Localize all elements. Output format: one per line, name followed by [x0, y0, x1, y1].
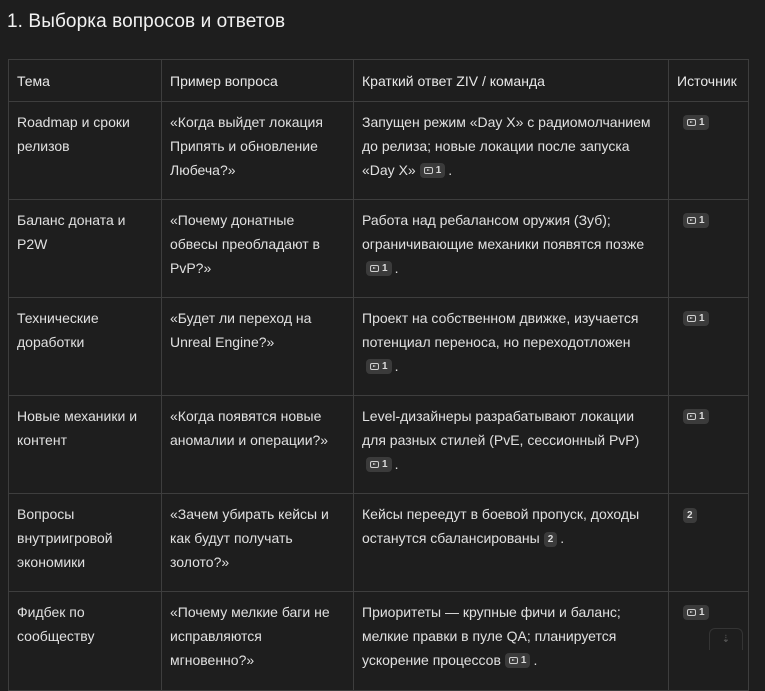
- cell-source: [669, 298, 749, 396]
- trailing-period: .: [394, 358, 399, 374]
- cell-source: [669, 102, 749, 200]
- citation-count: 2: [687, 510, 693, 521]
- trailing-period: .: [560, 530, 565, 546]
- column-header-question: Пример вопроса: [162, 60, 354, 102]
- cell-topic: Фидбек по сообществу: [9, 592, 162, 691]
- video-icon: [370, 461, 379, 468]
- cell-topic: Технические доработки: [9, 298, 162, 396]
- citation-count: 1: [382, 459, 388, 470]
- citation-badge[interactable]: [505, 653, 531, 668]
- video-icon: [370, 363, 379, 370]
- citation-count: 1: [699, 313, 705, 324]
- cell-topic: Баланс доната и P2W: [9, 200, 162, 298]
- citation-badge[interactable]: [683, 605, 709, 620]
- cell-question: «Когда выйдет локация Припять и обновление Любеча?»: [162, 102, 354, 200]
- citation-count: 1: [699, 607, 705, 618]
- citation-count: 1: [382, 361, 388, 372]
- cell-source: [669, 200, 749, 298]
- citation-count: 2: [547, 534, 554, 545]
- column-header-topic: Тема: [9, 60, 162, 102]
- qa-table: [8, 59, 749, 691]
- table-row: [9, 200, 749, 298]
- cell-question: «Почему донатные обвесы преобладают в PvP?»: [162, 200, 354, 298]
- citation-badge[interactable]: [683, 115, 709, 130]
- scroll-down-button[interactable]: [709, 628, 743, 650]
- citation-badge[interactable]: [420, 163, 446, 178]
- cell-answer: [354, 592, 669, 691]
- cell-source: [669, 494, 749, 592]
- cell-question: «Будет ли переход на Unreal Engine?»: [162, 298, 354, 396]
- table-row: [9, 592, 749, 691]
- cell-topic: Новые механики и контент: [9, 396, 162, 494]
- citation-badge[interactable]: [683, 409, 709, 424]
- video-icon: [687, 609, 696, 616]
- table-row: [9, 396, 749, 494]
- cell-answer: [354, 396, 669, 494]
- cell-source: [669, 396, 749, 494]
- section-heading: 1. Выборка вопросов и ответов: [7, 11, 286, 32]
- citation-count: 1: [699, 215, 705, 226]
- citation-badge[interactable]: [366, 457, 392, 472]
- video-icon: [687, 119, 696, 126]
- table-row: [9, 494, 749, 592]
- citation-badge[interactable]: [683, 311, 709, 326]
- column-header-answer: Краткий ответ ZIV / команда: [354, 60, 669, 102]
- table-header-row: [9, 60, 749, 102]
- trailing-period: .: [394, 456, 399, 472]
- citation-count: 1: [382, 263, 388, 274]
- answer-text: Работа над ребалансом оружия (Зуб); ограничивающие механики появятся позже: [362, 212, 645, 252]
- video-icon: [687, 315, 696, 322]
- video-icon: [687, 217, 696, 224]
- cell-question: «Почему мелкие баги не исправляются мгновенно?»: [162, 592, 354, 691]
- answer-text: Приоритеты — крупные фичи и баланс; мелкие правки в пуле QA; планируется ускорение процессов: [362, 604, 621, 668]
- cell-answer: [354, 298, 669, 396]
- cell-answer: [354, 102, 669, 200]
- citation-count: 1: [435, 165, 442, 176]
- answer-text: Проект на собственном движке, изучается потенциал переноса, но переходотложен: [362, 310, 639, 350]
- citation-badge[interactable]: [544, 532, 558, 547]
- trailing-period: .: [533, 652, 538, 668]
- answer-text: Запущен режим «Day X» с радиомолчанием до релиза; новые локации после запуска «Day X»: [362, 114, 651, 178]
- table-row: [9, 102, 749, 200]
- video-icon: [370, 265, 379, 272]
- cell-answer: [354, 200, 669, 298]
- answer-text: Кейсы переедут в боевой пропуск, доходы останутся сбалансированы: [362, 506, 640, 546]
- citation-badge[interactable]: [366, 261, 392, 276]
- trailing-period: .: [394, 260, 399, 276]
- trailing-period: .: [448, 162, 453, 178]
- citation-badge[interactable]: [683, 508, 697, 523]
- column-header-source: Источник: [669, 60, 749, 102]
- answer-text: Level-дизайнеры разрабатывают локации для разных стилей (PvE, сессионный PvP): [362, 408, 640, 448]
- citation-badge[interactable]: [683, 213, 709, 228]
- video-icon: [509, 657, 518, 664]
- cell-answer: [354, 494, 669, 592]
- cell-question: «Зачем убирать кейсы и как будут получать золото?»: [162, 494, 354, 592]
- table-row: [9, 298, 749, 396]
- citation-count: 1: [520, 655, 527, 666]
- citation-badge[interactable]: [366, 359, 392, 374]
- citation-count: 1: [699, 117, 705, 128]
- cell-question: «Когда появятся новые аномалии и операции?»: [162, 396, 354, 494]
- arrow-down-icon: ⇣: [721, 634, 731, 645]
- citation-count: 1: [699, 411, 705, 422]
- cell-topic: Roadmap и сроки релизов: [9, 102, 162, 200]
- video-icon: [424, 167, 433, 174]
- cell-topic: Вопросы внутриигровой экономики: [9, 494, 162, 592]
- video-icon: [687, 413, 696, 420]
